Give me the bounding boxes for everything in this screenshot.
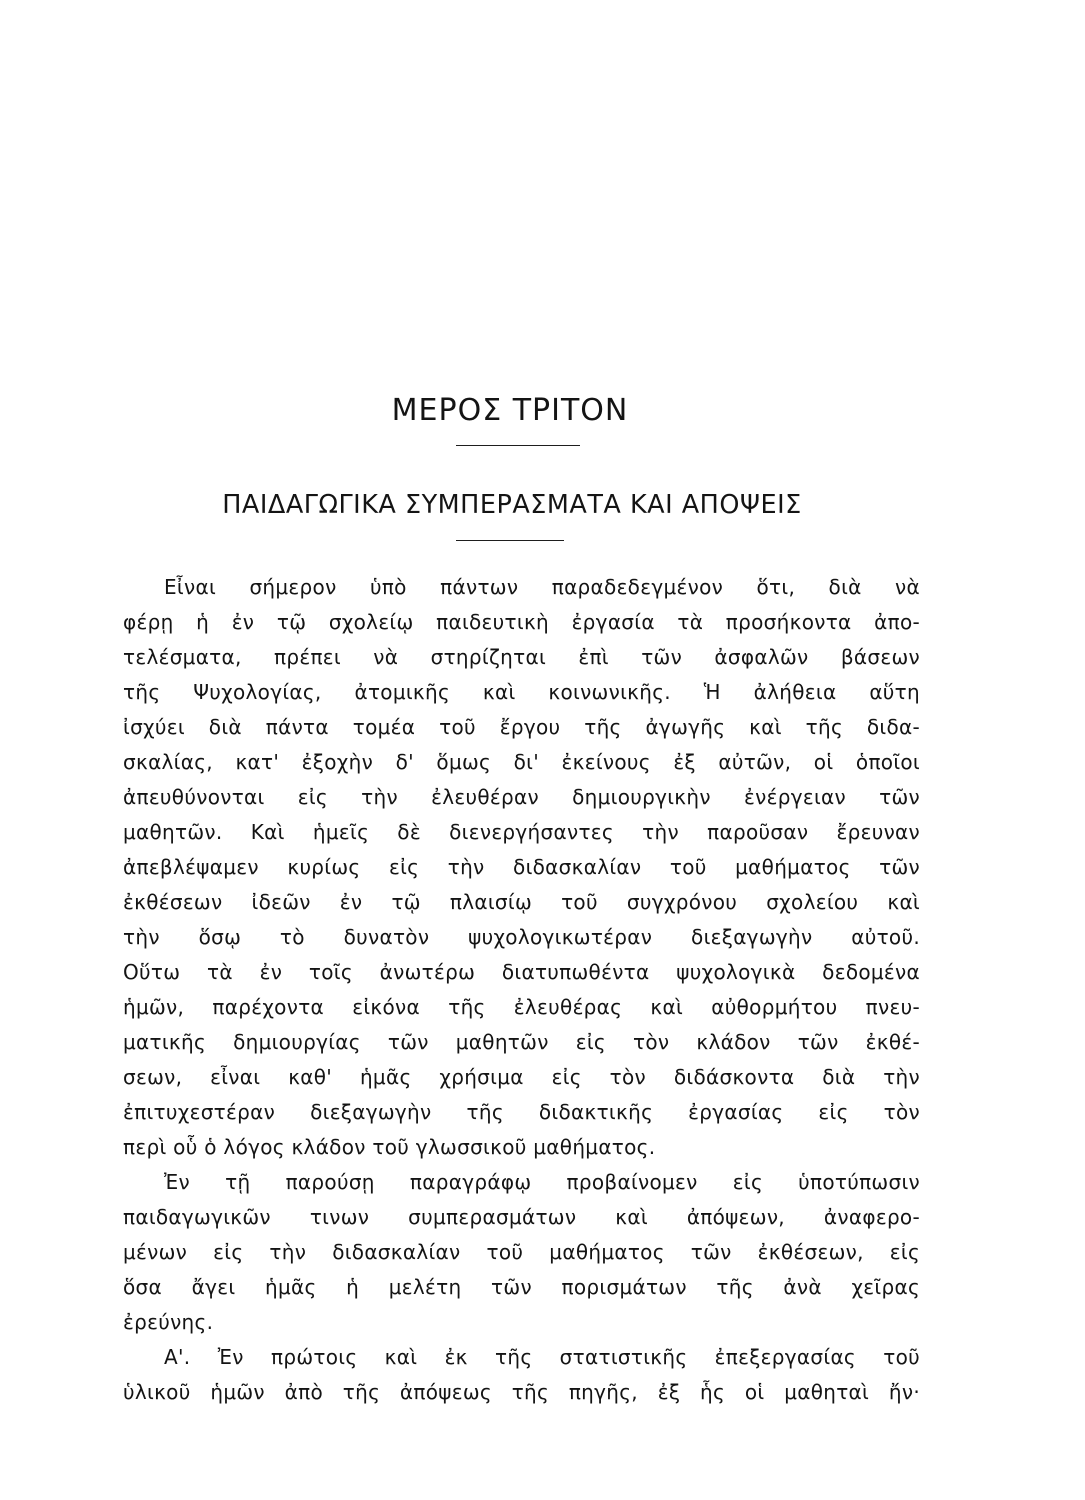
paragraph-line: τὴν ὅσῳ τὸ δυνατὸν ψυχολογικωτέραν διεξαγωγὴν αὐτοῦ. <box>123 925 920 949</box>
paragraph-line: ματικῆς δημιουργίας τῶν μαθητῶν εἰς τὸν κλάδον τῶν ἐκθέ- <box>123 1030 920 1054</box>
paragraph-line: τῆς Ψυχολογίας, ἀτομικῆς καὶ κοινωνικῆς. Ἡ ἀλήθεια αὕτη <box>123 680 920 704</box>
paragraph-line: ἰσχύει διὰ πάντα τομέα τοῦ ἔργου τῆς ἀγωγῆς καὶ τῆς διδα- <box>123 715 920 739</box>
paragraph-line: τελέσματα, πρέπει νὰ στηρίζηται ἐπὶ τῶν ἀσφαλῶν βάσεων <box>123 645 920 669</box>
paragraph-line: παιδαγωγικῶν τινων συμπερασμάτων καὶ ἀπόψεων, ἀναφερο- <box>123 1205 920 1229</box>
paragraph-line: ὅσα ἄγει ἡμᾶς ἡ μελέτη τῶν πορισμάτων τῆς ἀνὰ χεῖρας <box>123 1275 920 1299</box>
section-rule <box>456 540 564 541</box>
paragraph-line: Οὕτω τὰ ἐν τοῖς ἀνωτέρω διατυπωθέντα ψυχολογικὰ δεδομένα <box>123 960 920 984</box>
title-rule <box>456 445 580 446</box>
paragraph-line: ἀπεβλέψαμεν κυρίως εἰς τὴν διδασκαλίαν τοῦ μαθήματος τῶν <box>123 855 920 879</box>
paragraph-line: ἀπευθύνονται εἰς τὴν ἐλευθέραν δημιουργικὴν ἐνέργειαν τῶν <box>123 785 920 809</box>
paragraph-line: σεων, εἶναι καθ' ἡμᾶς χρήσιμα εἰς τὸν διδάσκοντα διὰ τὴν <box>123 1065 920 1089</box>
section-title: ΠΑΙΔΑΓΩΓΙΚΑ ΣΥΜΠΕΡΑΣΜΑΤΑ ΚΑΙ ΑΠΟΨΕΙΣ <box>222 490 802 520</box>
paragraph-line: ἐρεύνης. <box>123 1310 214 1334</box>
paragraph-line: ἡμῶν, παρέχοντα εἰκόνα τῆς ἐλευθέρας καὶ αὐθορμήτου πνευ- <box>123 995 920 1019</box>
paragraph-line: ἐπιτυχεστέραν διεξαγωγὴν τῆς διδακτικῆς ἐργασίας εἰς τὸν <box>123 1100 920 1124</box>
paragraph-line: μαθητῶν. Καὶ ἡμεῖς δὲ διενεργήσαντες τὴν παροῦσαν ἔρευναν <box>123 820 920 844</box>
paragraph-line: ἐκθέσεων ἰδεῶν ἐν τῷ πλαισίῳ τοῦ συγχρόνου σχολείου καὶ <box>123 890 920 914</box>
part-title: ΜΕΡΟΣ ΤΡΙΤΟΝ <box>391 393 629 428</box>
paragraph-line: περὶ οὗ ὁ λόγος κλάδον τοῦ γλωσσικοῦ μαθήματος. <box>123 1135 656 1159</box>
paragraph-line: Α'. Ἐν πρώτοις καὶ ἐκ τῆς στατιστικῆς ἐπεξεργασίας τοῦ <box>164 1345 920 1369</box>
paragraph-line: σκαλίας, κατ' ἐξοχὴν δ' ὅμως δι' ἐκείνους ἐξ αὐτῶν, οἱ ὁποῖοι <box>123 750 920 774</box>
paragraph-line: Εἶναι σήμερον ὑπὸ πάντων παραδεδεγμένον ὅτι, διὰ νὰ <box>164 575 920 599</box>
paragraph-line: ὑλικοῦ ἡμῶν ἀπὸ τῆς ἀπόψεως τῆς πηγῆς, ἐξ ἧς οἱ μαθηταὶ ἤν· <box>123 1380 920 1404</box>
paragraph-line: μένων εἰς τὴν διδασκαλίαν τοῦ μαθήματος τῶν ἐκθέσεων, εἰς <box>123 1240 920 1264</box>
paragraph-line: Ἐν τῇ παρούσῃ παραγράφῳ προβαίνομεν εἰς ὑποτύπωσιν <box>164 1170 920 1194</box>
paragraph-line: φέρῃ ἡ ἐν τῷ σχολείῳ παιδευτικὴ ἐργασία τὰ προσήκοντα ἀπο- <box>123 610 920 634</box>
